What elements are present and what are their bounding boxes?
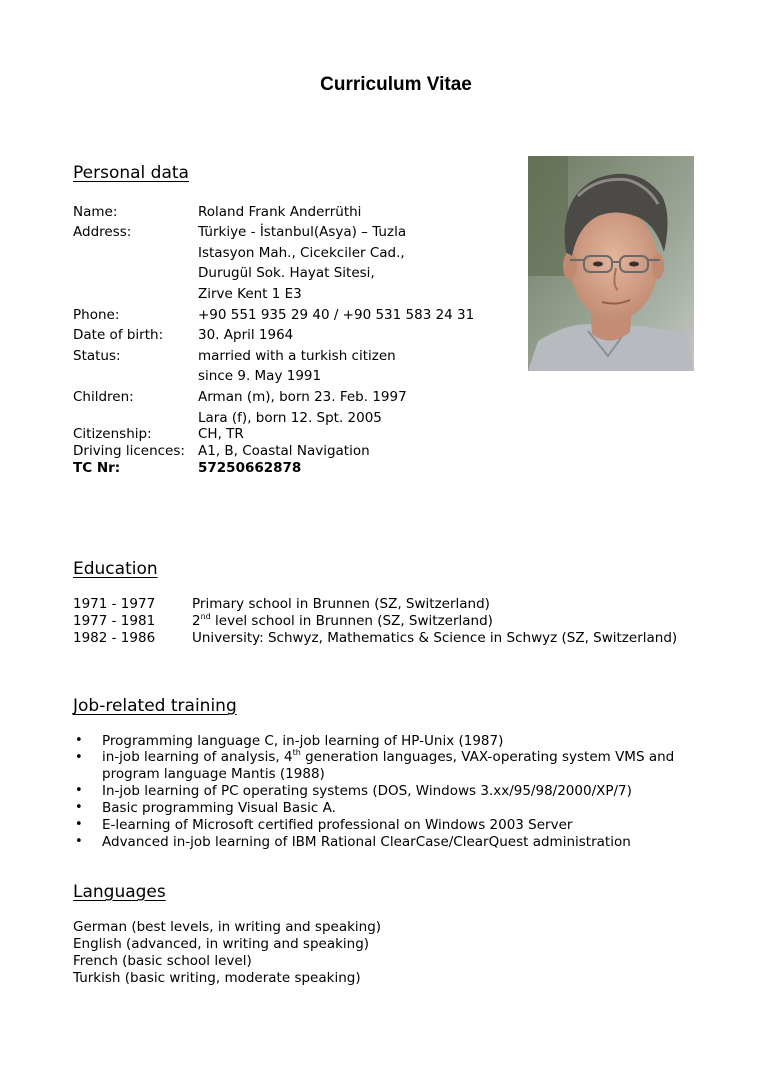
education-heading: Education [73, 559, 158, 579]
address-line: Durugül Sok. Hayat Sitesi, [198, 265, 375, 281]
bullet-icon: • [75, 800, 83, 815]
bullet-icon: • [75, 783, 83, 798]
language-item: French (basic school level) [73, 953, 252, 969]
training-heading: Job-related training [73, 696, 237, 716]
phone-value: +90 551 935 29 40 / +90 531 583 24 31 [198, 307, 475, 323]
tc-value: 57250662878 [198, 460, 302, 476]
education-years: 1977 - 1981 [73, 613, 156, 629]
address-line: Türkiye - İstanbul(Asya) – Tuzla [198, 224, 407, 240]
status-line: since 9. May 1991 [198, 368, 322, 384]
training-item: Basic programming Visual Basic A. [102, 800, 336, 816]
training-item: Advanced in-job learning of IBM Rational ClearCase/ClearQuest administration [102, 834, 631, 850]
training-item: Programming language C, in-job learning of HP-Unix (1987) [102, 733, 504, 749]
training-item: in-job learning of analysis, 4th generation languages, VAX-operating system VMS and program language Mantis (1988) [102, 748, 675, 782]
driving-label: Driving licences: [73, 443, 185, 459]
child-entry: Lara (f), born 12. Spt. 2005 [198, 410, 382, 426]
education-text: Primary school in Brunnen (SZ, Switzerland) [192, 596, 490, 612]
portrait-photo [528, 156, 694, 371]
bullet-icon: • [75, 733, 83, 748]
address-label: Address: [73, 224, 132, 240]
status-line: married with a turkish citizen [198, 348, 396, 364]
language-item: English (advanced, in writing and speaking) [73, 936, 370, 952]
tc-label: TC Nr: [73, 460, 121, 476]
dob-label: Date of birth: [73, 327, 164, 343]
bullet-icon: • [75, 834, 83, 849]
name-value: Roland Frank Anderrüthi [198, 204, 362, 220]
phone-label: Phone: [73, 307, 120, 323]
education-text: University: Schwyz, Mathematics & Science in Schwyz (SZ, Switzerland) [192, 630, 678, 646]
status-label: Status: [73, 348, 121, 364]
training-item: E-learning of Microsoft certified professional on Windows 2003 Server [102, 817, 573, 833]
driving-value: A1, B, Coastal Navigation [198, 443, 370, 459]
children-label: Children: [73, 389, 134, 405]
language-item: German (best levels, in writing and speaking) [73, 919, 382, 935]
education-years: 1971 - 1977 [73, 596, 156, 612]
dob-value: 30. April 1964 [198, 327, 294, 343]
education-text: 2nd level school in Brunnen (SZ, Switzerland) [192, 612, 493, 629]
name-label: Name: [73, 204, 118, 220]
bullet-icon: • [75, 750, 83, 765]
page-title: Curriculum Vitae [320, 74, 472, 95]
bullet-icon: • [75, 817, 83, 832]
citizenship-value: CH, TR [198, 426, 244, 442]
training-item: In-job learning of PC operating systems (DOS, Windows 3.xx/95/98/2000/XP/7) [102, 783, 632, 799]
language-item: Turkish (basic writing, moderate speaking) [73, 970, 361, 986]
child-entry: Arman (m), born 23. Feb. 1997 [198, 389, 407, 405]
languages-heading: Languages [73, 882, 166, 902]
address-line: Zirve Kent 1 E3 [198, 286, 302, 302]
personal-data-heading: Personal data [73, 163, 189, 183]
education-years: 1982 - 1986 [73, 630, 156, 646]
address-line: Istasyon Mah., Cicekciler Cad., [198, 245, 405, 261]
citizenship-label: Citizenship: [73, 426, 152, 442]
